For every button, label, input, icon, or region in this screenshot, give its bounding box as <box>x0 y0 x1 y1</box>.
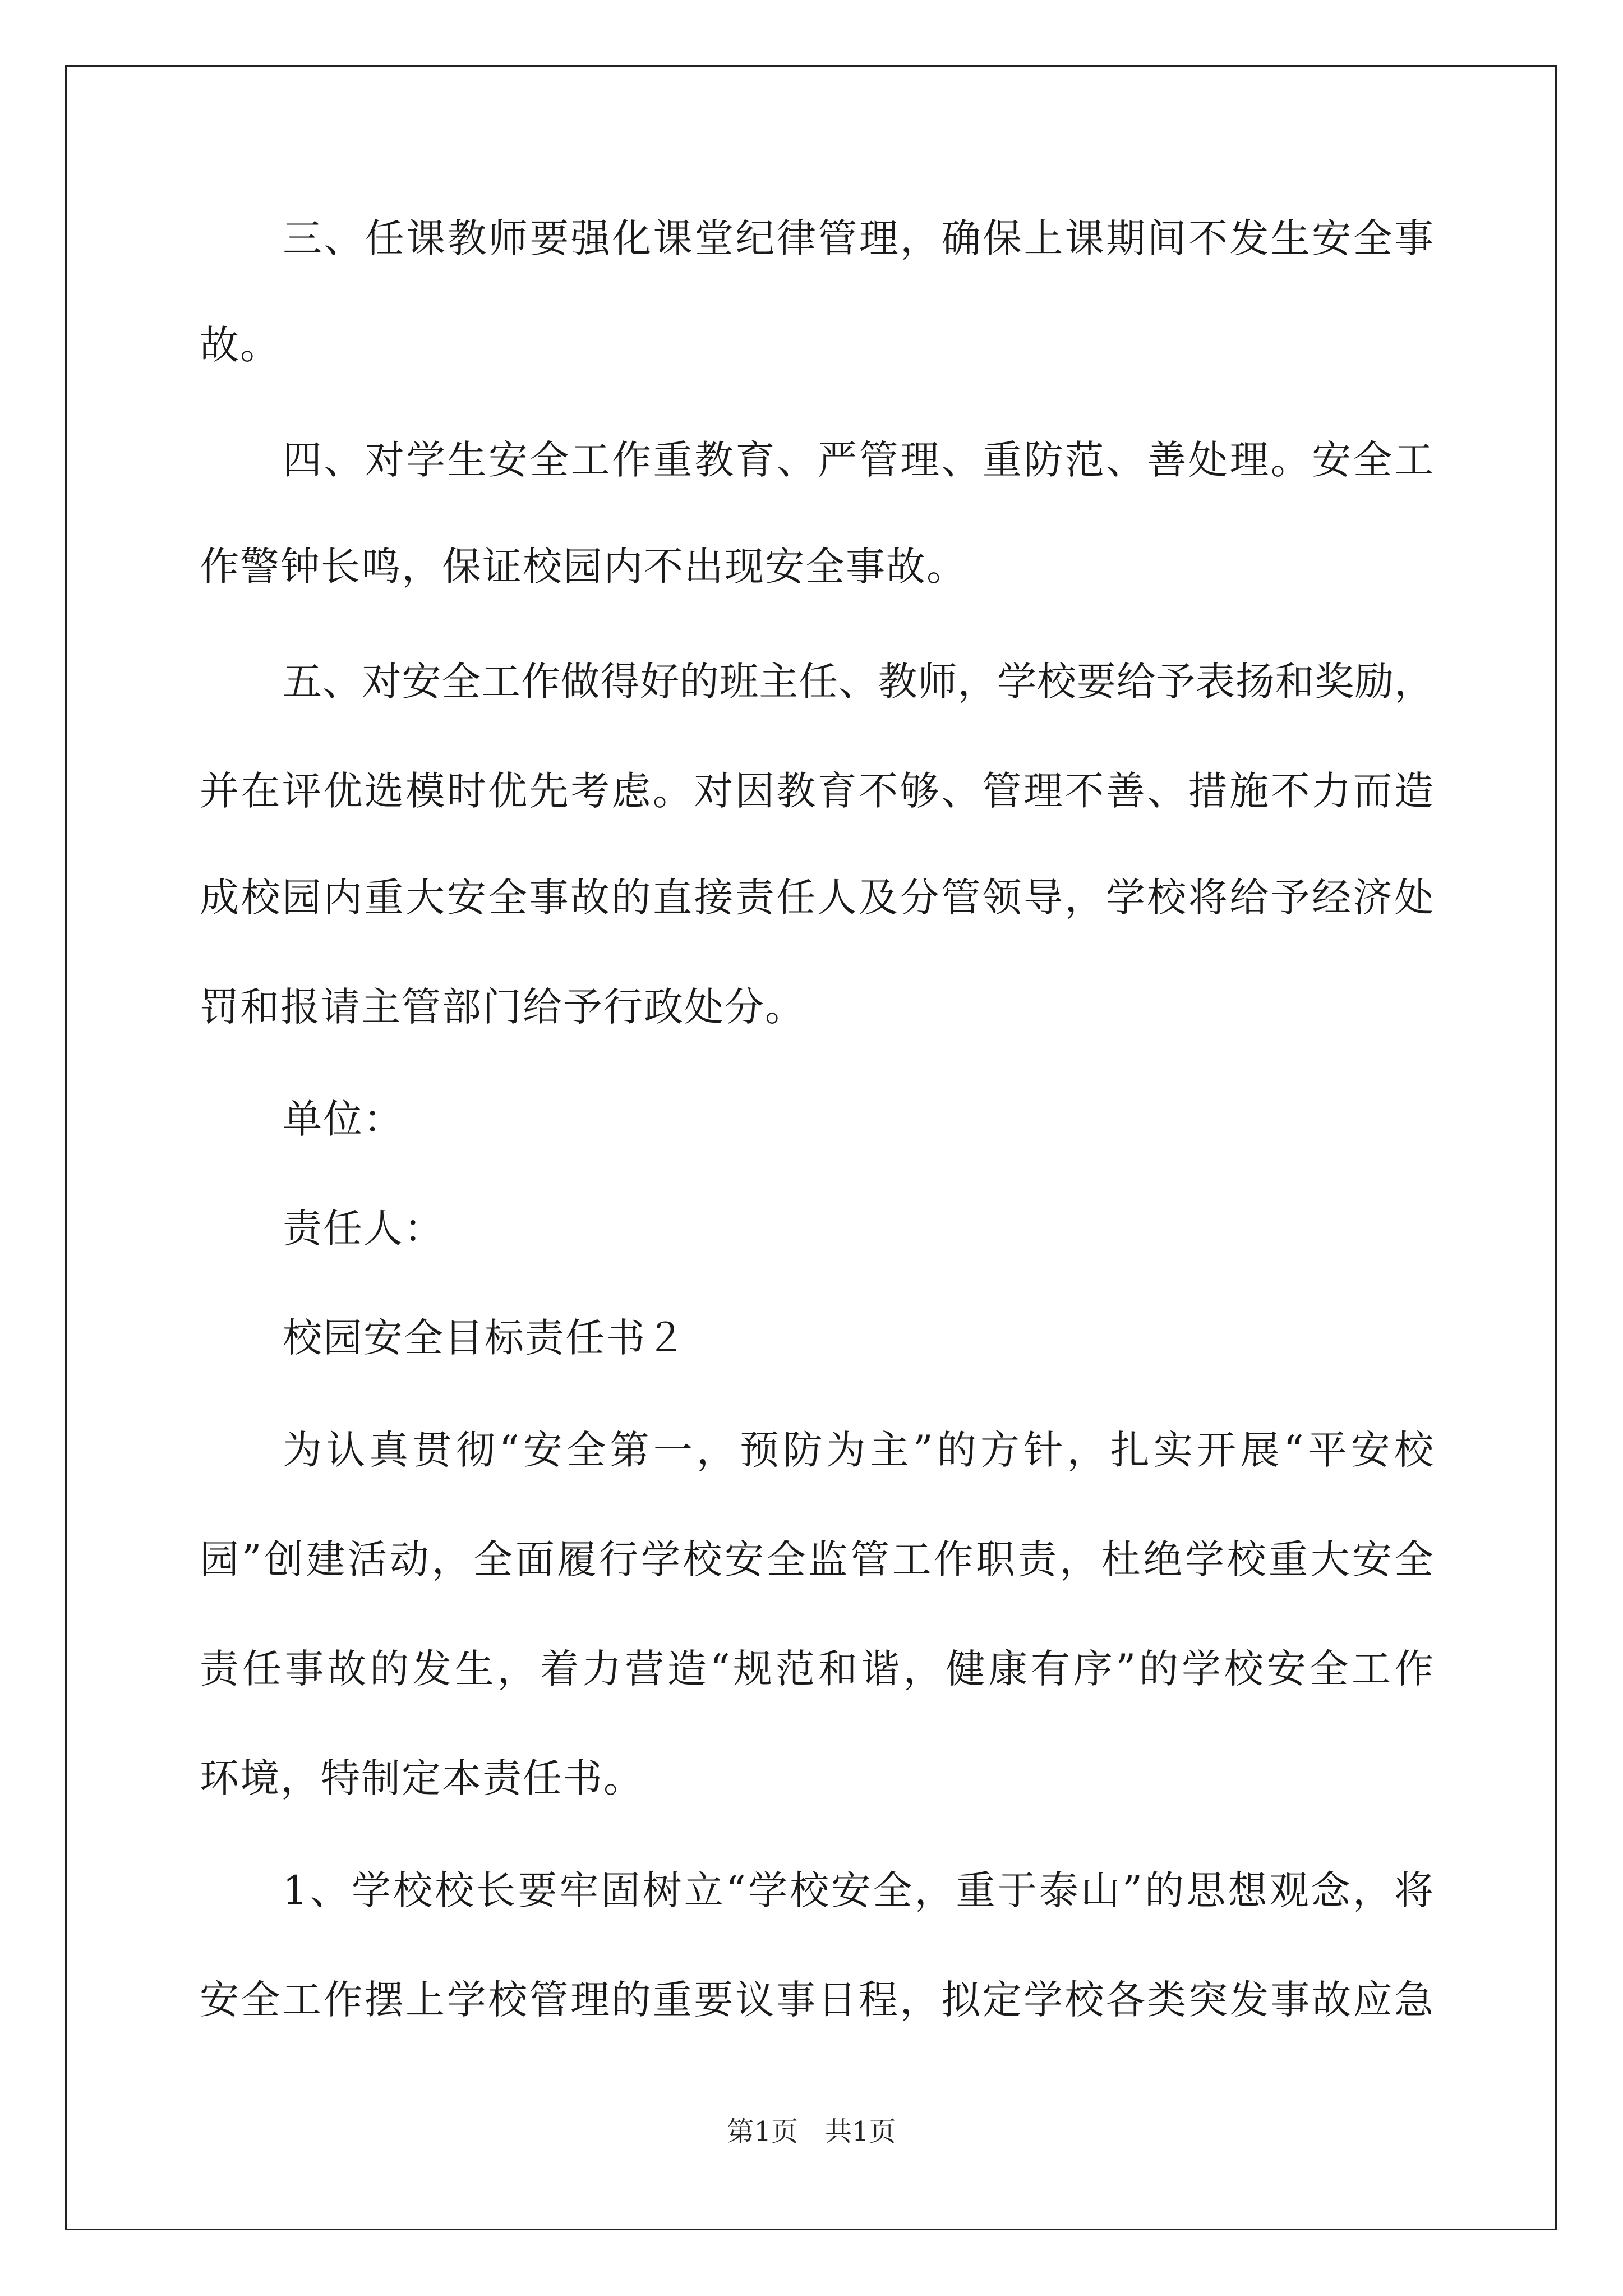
paragraph-line: 并在评优选模时优先考虑。对因教育不够、管理不善、措施不力而造 <box>200 768 1433 814</box>
page-number: 第1页 共1页 <box>727 2116 896 2147</box>
paragraph-line: 环境，特制定本责任书。 <box>200 1755 644 1801</box>
paragraph-line: 1、学校校长要牢固树立“学校安全，重于泰山”的思想观念，将 <box>283 1867 1433 1913</box>
paragraph-line: 成校园内重大安全事故的直接责任人及分管领导，学校将给予经济处 <box>200 875 1433 921</box>
paragraph-line: 罚和报请主管部门给予行政处分。 <box>200 984 805 1030</box>
paragraph-line: 为认真贯彻“安全第一，预防为主”的方针，扎实开展“平安校 <box>283 1427 1433 1473</box>
paragraph-line: 作警钟长鸣，保证校园内不出现安全事故。 <box>200 544 967 590</box>
paragraph-line: 故。 <box>200 322 280 368</box>
paragraph-line: 责任事故的发生，着力营造“规范和谐，健康有序”的学校安全工作 <box>200 1646 1433 1692</box>
paragraph-line: 三、任课教师要强化课堂纪律管理，确保上课期间不发生安全事 <box>283 215 1433 261</box>
section-title: 校园安全目标责任书２ <box>283 1315 686 1361</box>
paragraph-line: 五、对安全工作做得好的班主任、教师，学校要给予表扬和奖励， <box>283 659 1433 705</box>
paragraph-line: 安全工作摆上学校管理的重要议事日程，拟定学校各类突发事故应急 <box>200 1977 1433 2023</box>
paragraph-line: 园”创建活动，全面履行学校安全监管工作职责，杜绝学校重大安全 <box>200 1536 1433 1582</box>
paragraph-line: 四、对学生安全工作重教育、严管理、重防范、善处理。安全工 <box>283 437 1433 483</box>
responsible-person-label: 责任人： <box>283 1205 444 1251</box>
unit-label: 单位： <box>283 1096 404 1142</box>
